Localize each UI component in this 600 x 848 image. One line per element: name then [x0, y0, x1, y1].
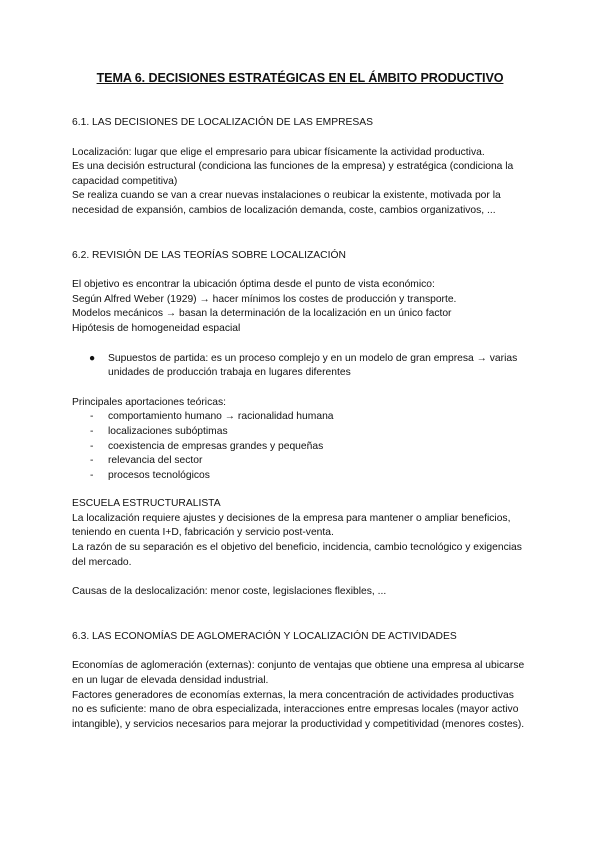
- list-item-text: comportamiento humano → racionalidad humana: [108, 411, 334, 423]
- paragraph: Se realiza cuando se van a crear nuevas instalaciones o reubicar la existente, motivada por la necesidad de expansión, cambios de localización demanda, coste, cambios organizativos, ...: [72, 190, 501, 216]
- list-item: [72, 469, 528, 484]
- paragraph: Es una decisión estructural (condiciona las funciones de la empresa) y estratégica (condiciona la capacidad competitiva): [72, 161, 514, 187]
- list-item-text: procesos tecnológicos: [108, 469, 210, 481]
- list-item-text: localizaciones subóptimas: [108, 425, 228, 437]
- list-item: [72, 410, 528, 425]
- list-item: [72, 425, 528, 440]
- dash-icon: -: [90, 469, 94, 481]
- paragraph: Modelos mecánicos → basan la determinación de la localización en un único factor: [72, 308, 452, 320]
- paragraph: La razón de su separación es el objetivo del beneficio, incidencia, cambio tecnológico y exigencias del mercado.: [72, 542, 522, 568]
- list-item-text: Supuestos de partida: es un proceso complejo y en un modelo de gran empresa → varias unidades de producción trabaja en lugares diferentes: [108, 352, 518, 379]
- paragraph: Hipótesis de homogeneidad espacial: [72, 322, 241, 334]
- paragraph: Factores generadores de economías externas, la mera concentración de actividades productivas no es suficiente: mano de obra especializada, interacciones entre empresas locales (mayor activo intangible), y servicios necesarios para mejorar la productividad y competitividad (menores costes).: [72, 689, 525, 730]
- dash-icon: -: [90, 425, 94, 437]
- paragraph: Localización: lugar que elige el empresario para ubicar físicamente la actividad productiva.: [72, 146, 485, 158]
- school-heading: ESCUELA ESTRUCTURALISTA: [72, 498, 221, 510]
- section-6-2: [72, 249, 528, 600]
- dash-icon: -: [90, 455, 94, 467]
- paragraph: El objetivo es encontrar la ubicación óptima desde el punto de vista económico:: [72, 279, 435, 291]
- list-item: [72, 454, 528, 469]
- contributions-list: [72, 410, 528, 483]
- section-heading: 6.2. REVISIÓN DE LAS TEORÍAS SOBRE LOCALIZACIÓN: [72, 249, 346, 261]
- dash-icon: -: [90, 411, 94, 423]
- list-item-text: coexistencia de empresas grandes y pequeñas: [108, 440, 324, 452]
- list-item: [72, 352, 528, 381]
- paragraph: La localización requiere ajustes y decisiones de la empresa para mantener o ampliar beneficios, teniendo en cuenta I+D, fabricación y servicio post-venta.: [72, 512, 511, 539]
- dash-icon: -: [90, 440, 94, 452]
- paragraph: Según Alfred Weber (1929) → hacer mínimos los costes de producción y transporte.: [72, 293, 457, 305]
- section-heading: 6.3. LAS ECONOMÍAS DE AGLOMERACIÓN Y LOCALIZACIÓN DE ACTIVIDADES: [72, 630, 457, 642]
- list-item-text: relevancia del sector: [108, 455, 203, 467]
- list-item: [72, 440, 528, 455]
- paragraph: Causas de la deslocalización: menor coste, legislaciones flexibles, ...: [72, 586, 387, 598]
- section-6-1: [72, 116, 528, 219]
- bullet-icon: ●: [89, 352, 96, 364]
- document-title: TEMA 6. DECISIONES ESTRATÉGICAS EN EL ÁMBITO PRODUCTIVO: [96, 71, 504, 85]
- paragraph: Economías de aglomeración (externas): conjunto de ventajas que obtiene una empresa al ubicarse en un lugar de elevada densidad industrial.: [72, 660, 525, 687]
- document-page: [72, 70, 528, 732]
- contributions-label: Principales aportaciones teóricas:: [72, 396, 226, 408]
- section-6-3: [72, 630, 528, 733]
- bullet-list: [72, 352, 528, 381]
- section-heading: 6.1. LAS DECISIONES DE LOCALIZACIÓN DE LAS EMPRESAS: [72, 117, 373, 128]
